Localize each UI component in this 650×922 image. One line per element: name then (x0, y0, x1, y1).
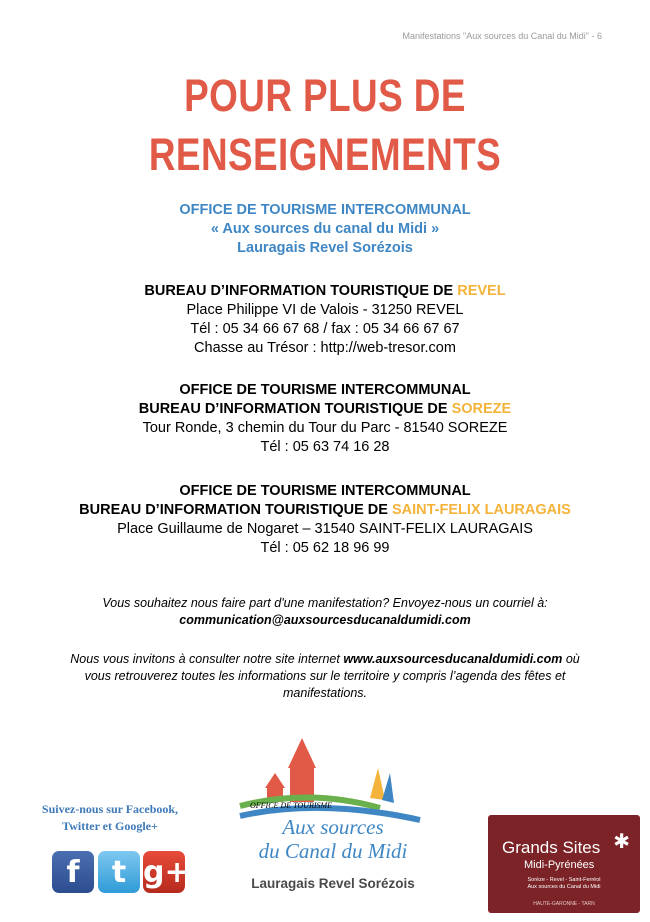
revel-heading: BUREAU D’INFORMATION TOURISTIQUE DE REVEL (144, 283, 506, 299)
website-paragraph (0, 651, 650, 702)
office-tourism-logo (230, 728, 435, 898)
office-line-1: OFFICE DE TOURISME INTERCOMMUNAL (179, 202, 471, 218)
running-header: Manifestations "Aux sources du Canal du Midi" - 6 (402, 31, 602, 41)
stfelix-section (0, 482, 650, 558)
grands-sites-logo (488, 815, 640, 913)
stfelix-heading-1: OFFICE DE TOURISME INTERCOMMUNAL (179, 483, 471, 499)
stfelix-phone: Tél : 05 62 18 96 99 (260, 540, 390, 556)
facebook-icon[interactable]: f (52, 851, 94, 893)
logo-sail-blue (382, 773, 394, 803)
soreze-phone: Tél : 05 63 74 16 28 (260, 439, 390, 455)
website-line-1: Nous vous invitons à consulter notre site internet www.auxsourcesducanaldumidi.com où (70, 652, 580, 666)
grands-sites-footer: HAUTE-GARONNE - TARN (533, 901, 595, 907)
revel-phone: Tél : 05 34 66 67 68 / fax : 05 34 66 67 67 (190, 321, 460, 337)
title-line-1: POUR PLUS DE (184, 70, 466, 121)
website-line-3: manifestations. (282, 686, 368, 700)
revel-treasure-hunt: Chasse au Trésor : http://web-tresor.com (194, 340, 456, 356)
contact-line: Vous souhaitez nous faire part d'une manifestation? Envoyez-nous un courriel à: (102, 596, 548, 610)
title-line-2: RENSEIGNEMENTS (148, 129, 502, 180)
website-line-2: vous retrouverez toutes les informations sur le territoire y compris l’agenda des fêtes et (84, 669, 566, 683)
soreze-address: Tour Ronde, 3 chemin du Tour du Parc - 81540 SOREZE (142, 420, 508, 436)
grands-sites-star-icon: ✱ (613, 831, 630, 853)
soreze-heading-1: OFFICE DE TOURISME INTERCOMMUNAL (179, 382, 471, 398)
office-line-2: « Aux sources du canal du Midi » (210, 221, 440, 237)
office-heading (0, 201, 650, 258)
logo-name: Aux sources du Canal du Midi (258, 815, 408, 863)
page-title (59, 66, 592, 184)
office-line-3: Lauragais Revel Sorézois (237, 240, 413, 256)
google-plus-icon[interactable]: g+ (143, 851, 185, 893)
grands-sites-region: Midi-Pyrénées (524, 859, 595, 871)
grands-sites-title: Grands Sites (502, 838, 601, 857)
revel-address: Place Philippe VI de Valois - 31250 REVEL (186, 302, 464, 318)
stfelix-city: SAINT-FELIX LAURAGAIS (391, 502, 571, 518)
soreze-city: SOREZE (451, 401, 512, 417)
social-follow-text: Suivez-nous sur Facebook, Twitter et Google+ (41, 802, 179, 833)
twitter-icon[interactable]: t (98, 851, 140, 893)
soreze-section (0, 381, 650, 457)
revel-section (0, 282, 650, 358)
contact-email-link[interactable]: communication@auxsourcesducanaldumidi.com (179, 613, 471, 627)
website-link[interactable]: www.auxsourcesducanaldumidi.com (343, 652, 563, 666)
logo-towns: Lauragais Revel Sorézois (251, 876, 415, 891)
stfelix-heading-2: BUREAU D’INFORMATION TOURISTIQUE DE SAINT-FELIX LAURAGAIS (79, 502, 571, 518)
logo-roof-icon (265, 773, 285, 788)
stfelix-address: Place Guillaume de Nogaret – 31540 SAINT-FELIX LAURAGAIS (117, 521, 533, 537)
logo-sail-yellow (370, 768, 385, 800)
contact-paragraph (0, 595, 650, 629)
logo-church-icon (288, 738, 316, 768)
soreze-heading-2: BUREAU D’INFORMATION TOURISTIQUE DE SOREZE (138, 401, 512, 417)
revel-city: REVEL (457, 283, 506, 299)
grands-sites-subtitle: Sorèze - Revel - Saint-Ferréol Aux sources du Canal du Midi (527, 877, 601, 890)
logo-office-label: OFFICE DE TOURISME (250, 801, 333, 810)
